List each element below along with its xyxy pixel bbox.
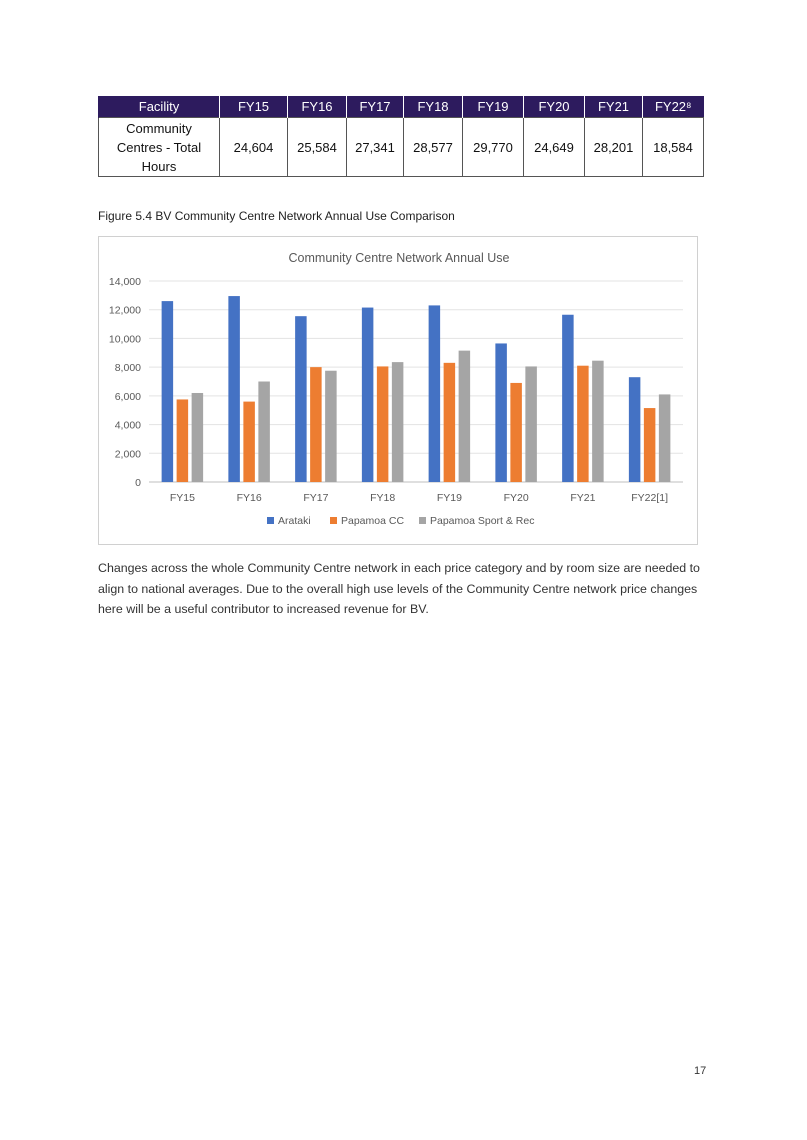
table-row	[99, 118, 704, 177]
bar	[228, 296, 240, 482]
annual-use-chart	[99, 237, 697, 544]
bar	[377, 366, 389, 482]
bar	[192, 393, 204, 482]
chart-container	[98, 236, 698, 545]
bar	[362, 308, 374, 482]
bar	[310, 367, 322, 482]
bar	[325, 371, 337, 482]
x-tick-label: FY22[1]	[631, 492, 669, 504]
row-label-line: Hours	[141, 158, 177, 174]
table-cell: 25,584	[288, 118, 347, 177]
table-cell: 18,584	[643, 118, 704, 177]
table-header-cell: FY20	[524, 96, 585, 118]
table-header-cell: FY16	[288, 96, 347, 118]
y-tick-label: 0	[135, 477, 141, 489]
table-header-row	[99, 96, 704, 118]
table-header-cell: Facility	[99, 96, 220, 118]
table-header-cell: FY19	[463, 96, 524, 118]
table-cell: 28,201	[585, 118, 643, 177]
body-paragraph: Changes across the whole Community Centre network in each price category and by room size are needed to align to national averages. Due to the overall high use levels of the Community Centre network price changes here will be a useful contributor to increased revenue for BV.	[98, 561, 700, 616]
table-cell: 24,604	[220, 118, 288, 177]
table-header-cell: FY15	[220, 96, 288, 118]
table-header-cell: FY22⁸	[643, 96, 704, 118]
bar	[525, 366, 537, 482]
table-header-cell: FY21	[585, 96, 643, 118]
y-tick-label: 12,000	[108, 304, 141, 317]
page-number: 17	[694, 1065, 707, 1077]
bar	[295, 316, 307, 482]
row-label-line: Centres - Total	[116, 139, 202, 155]
bar	[659, 394, 671, 482]
bar	[592, 361, 604, 482]
y-tick-label: 10,000	[108, 333, 141, 346]
bar	[577, 366, 589, 482]
bar	[392, 362, 404, 482]
legend-swatch	[330, 517, 337, 524]
chart-title: Community Centre Network Annual Use	[288, 251, 510, 265]
row-label-cell	[99, 118, 220, 177]
table-header-cell: FY17	[347, 96, 404, 118]
figure-caption: Figure 5.4 BV Community Centre Network Annual Use Comparison	[98, 209, 455, 223]
y-tick-label: 2,000	[114, 448, 141, 461]
table-cell: 29,770	[463, 118, 524, 177]
legend-swatch	[267, 517, 274, 524]
x-tick-label: FY16	[236, 492, 262, 504]
y-tick-label: 14,000	[108, 276, 141, 288]
bar	[429, 305, 441, 482]
y-tick-label: 6,000	[114, 390, 141, 403]
table-cell: 27,341	[347, 118, 404, 177]
x-tick-label: FY20	[503, 492, 529, 504]
bar	[644, 408, 656, 482]
facility-hours-table	[98, 96, 704, 177]
x-tick-label: FY15	[169, 492, 195, 504]
x-tick-label: FY17	[303, 492, 329, 504]
legend-swatch	[419, 517, 426, 524]
table-header-cell: FY18	[404, 96, 463, 118]
x-tick-label: FY21	[570, 492, 596, 504]
bar	[258, 382, 270, 483]
y-tick-label: 4,000	[114, 419, 141, 432]
bar	[243, 402, 255, 482]
table-cell: 28,577	[404, 118, 463, 177]
bar	[162, 301, 174, 482]
y-tick-label: 8,000	[114, 362, 141, 375]
bar	[629, 377, 641, 482]
legend-label: Arataki	[278, 515, 311, 527]
bar	[459, 351, 471, 482]
bar	[444, 363, 456, 482]
table-cell: 24,649	[524, 118, 585, 177]
legend-label: Papamoa CC	[341, 515, 405, 527]
bar	[510, 383, 522, 482]
bar	[177, 399, 189, 482]
x-tick-label: FY18	[370, 492, 396, 504]
row-label-line: Community	[126, 120, 192, 136]
x-tick-label: FY19	[436, 492, 462, 504]
bar	[562, 315, 574, 482]
bar	[495, 343, 507, 482]
legend-label: Papamoa Sport & Rec	[430, 515, 535, 527]
